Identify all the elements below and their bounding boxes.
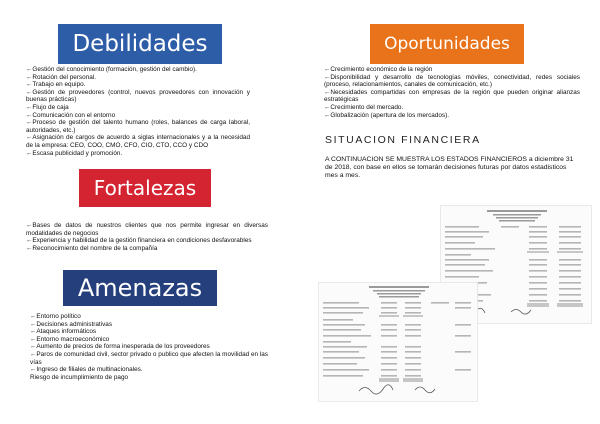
list-item-text: Decisiones administrativas [36,320,113,328]
list-item-text: Comunicación con el entorno [32,111,116,119]
amenazas-list [30,313,270,381]
list-item [324,74,580,89]
oportunidades-banner [370,24,524,64]
list-item-text: Gestión de proveedores (control, nuevos proveedores con innovación y buenas prácticas) [26,88,250,104]
list-item [30,321,270,329]
list-item-text: Globalización (apertura de los mercados). [330,111,450,119]
arrow-left-icon: ← [26,111,33,119]
fortalezas-title: Fortalezas [93,176,197,200]
debilidades-list [26,66,250,157]
list-item-text: Escasa publicidad y promoción. [32,149,123,157]
list-item [26,74,250,82]
list-item-text: Paros de comunidad civil, sector privado o publico que afecten la movilidad en las vías [30,350,269,366]
arrow-left-icon: ← [26,88,33,96]
arrow-left-icon: ← [26,244,33,252]
situacion-financiera-heading: SITUACION FINANCIERA [325,134,481,146]
list-item-text: Bases de datos de nuestros clientes que nos permite ingresar en diversas modalidades de negocios [26,222,268,237]
list-item [26,150,250,158]
arrow-left-icon: ← [26,119,33,127]
list-item-text: Flujo de caja [32,103,69,111]
list-item [26,89,250,104]
list-item [30,366,270,374]
arrow-left-icon: ← [26,73,33,81]
list-item-text: Reconocimiento del nombre de la compañía [32,244,158,252]
list-item-text: Gestión del conocimiento (formación, gestión del cambio). [32,66,197,73]
list-item [30,343,270,351]
arrow-left-icon: ← [324,88,331,96]
fortalezas-list [26,222,268,252]
fortalezas-banner [79,169,211,207]
arrow-left-icon: ← [30,320,37,328]
list-item-text: Disponibilidad y desarrollo de tecnologías móviles, conectividad, redes sociales (proceso, relacionamientos, canales de comunicación, etc.) [324,73,580,89]
arrow-left-icon: ← [30,343,37,351]
list-item [30,351,270,366]
list-item-text: Proceso de gestión del talento humano (roles, balances de carga laboral, autoridades, etc.) [26,119,250,134]
list-item [26,222,268,237]
list-item [26,119,250,134]
arrow-left-icon: ← [30,366,37,374]
list-item-text: Necesidades compartidas con empresas de la región que pueden originar alianzas estratégicas [324,88,580,104]
debilidades-banner [58,24,222,64]
list-item [26,81,250,89]
list-item [26,134,250,149]
arrow-left-icon: ← [26,134,33,142]
list-item [324,112,580,120]
arrow-left-icon: ← [26,222,33,229]
list-item [26,245,268,253]
list-item [324,104,580,112]
arrow-left-icon: ← [26,66,33,73]
list-item-text: Entorno político [36,313,81,320]
list-item [26,66,250,74]
arrow-left-icon: ← [26,81,33,89]
arrow-left-icon: ← [26,237,33,245]
debilidades-title: Debilidades [72,31,208,57]
situacion-financiera-text: A CONTINUACION SE MUESTRA LOS ESTADOS FINANCIEROS a diciembre 31 de 2018, con base en ellos se tomarán decisiones futuras por datos estadisticos mes a mes. [325,156,574,180]
list-item [26,112,250,120]
list-item [324,66,580,74]
arrow-left-icon: ← [30,335,37,343]
arrow-left-icon: ← [324,73,331,81]
arrow-left-icon: ← [30,328,37,336]
list-item-trailing: Riesgo de incumplimiento de pago [30,373,129,381]
list-item-text: Trabajo en equipo. [32,81,86,89]
oportunidades-title: Oportunidades [384,34,510,54]
list-item [30,313,270,321]
list-item [30,328,270,336]
arrow-left-icon: ← [30,313,37,320]
oportunidades-list [324,66,580,119]
list-item-text: Crecimiento económico de la región [330,66,433,73]
list-item-text: Entorno macroeconómico [36,335,110,343]
list-item [324,89,580,104]
list-item-text: Ataques informáticos [36,328,97,336]
financial-statement-scan-income [318,282,478,402]
list-item-text: Ingreso de filiales de multinacionales. [36,366,143,374]
arrow-left-icon: ← [324,103,331,111]
list-item-text: Asignación de cargos de acuerdo a siglas internacionales y a la necesidad de la empresa: CEO, COO, CMO, CFO, CIO, CTO, CCO y CDO [26,134,250,149]
arrow-left-icon: ← [26,149,33,157]
list-item-text: Crecimiento del mercado. [330,103,404,111]
list-item [26,104,250,112]
list-item [30,336,270,344]
list-item-text: Rotación del personal. [32,73,96,81]
amenazas-title: Amenazas [77,274,203,302]
amenazas-banner [63,270,217,306]
arrow-left-icon: ← [324,111,331,119]
list-item-text: Experiencia y habilidad de la gestión financiera en condiciones desfavorables [32,237,252,245]
arrow-left-icon: ← [30,350,37,358]
list-item-text: Aumento de precios de forma inesperada de los proveedores [36,343,210,351]
arrow-left-icon: ← [26,103,33,111]
list-item [26,237,268,245]
financial-statement-scan-texture-2 [319,283,477,401]
arrow-left-icon: ← [324,66,331,73]
